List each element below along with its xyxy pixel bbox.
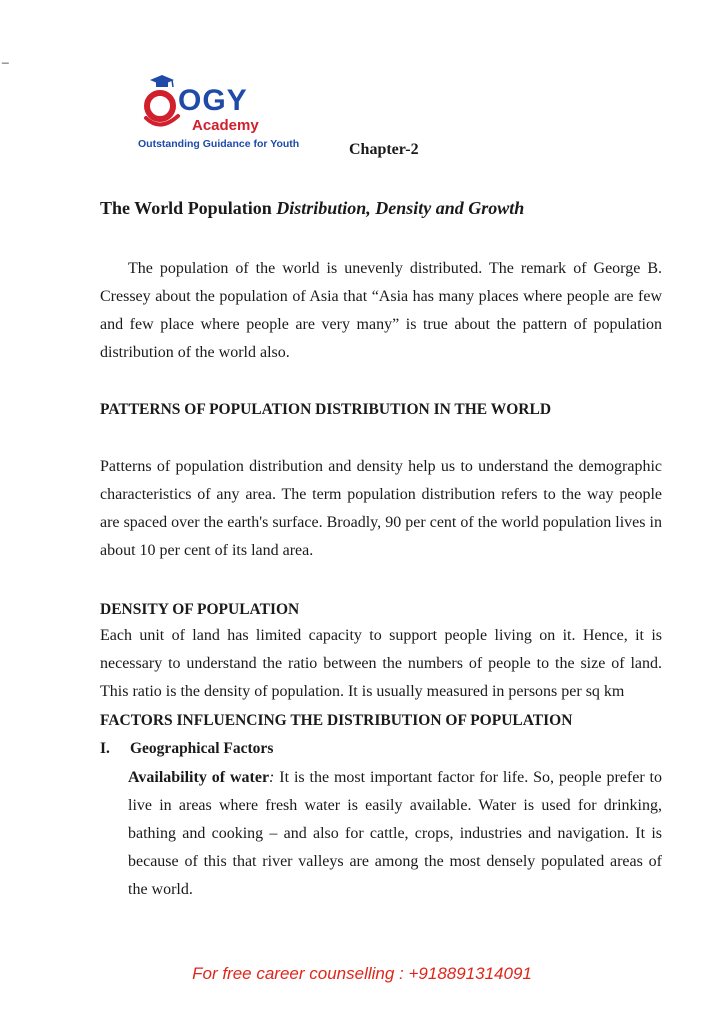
patterns-paragraph: Patterns of population distribution and density help us to understand the demographic characteristics of any area. The term population distribution refers to the way people are spaced over the earth's surface. Broadly, 90 per cent of the world population lives in about 10 per cent of its land area. xyxy=(100,458,662,559)
section-heading-factors: FACTORS INFLUENCING THE DISTRIBUTION OF POPULATION xyxy=(100,712,573,729)
section-heading-patterns: PATTERNS OF POPULATION DISTRIBUTION IN THE WORLD xyxy=(100,401,552,418)
intro-paragraph: The population of the world is unevenly distributed. The remark of George B. Cressey about the population of Asia that “Asia has many places where people are few and few place where people are very many” is true about the pattern of population distribution of the world also. xyxy=(100,260,662,361)
margin-mark: _ xyxy=(2,50,9,64)
water-paragraph xyxy=(128,764,662,904)
ogy-academy-logo xyxy=(132,74,302,156)
logo-sub: Academy xyxy=(192,117,259,134)
water-lead-sep: : xyxy=(269,769,275,786)
logo-brand: OGY xyxy=(178,84,248,117)
density-paragraph: Each unit of land has limited capacity to support people living on it. Hence, it is necessary to understand the ratio between the numbers of people to the size of land. This ratio is the density of population. It is usually measured in persons per sq km xyxy=(100,627,662,700)
subheading-geographical xyxy=(100,740,273,758)
section-heading-density: DENSITY OF POPULATION xyxy=(100,601,300,618)
page-title xyxy=(100,198,524,219)
logo-tagline: Outstanding Guidance for Youth xyxy=(138,138,300,150)
chapter-label: Chapter-2 xyxy=(349,141,419,158)
footer-counselling: For free career counselling : +918891314091 xyxy=(192,964,532,983)
subheading-number: I. xyxy=(100,740,110,757)
subheading-text: Geographical Factors xyxy=(130,740,274,757)
title-plain: The World Population xyxy=(100,198,277,218)
water-body: It is the most important factor for life. So, people prefer to live in areas where fresh water is easily available. Water is used for drinking, bathing and cooking – and also for cattle, crops, industries and navigation. It is because of this that river valleys are among the most densely populated areas of the world. xyxy=(128,769,663,898)
title-italic: Distribution, Density and Growth xyxy=(276,198,525,218)
water-lead: Availability of water xyxy=(128,769,270,786)
